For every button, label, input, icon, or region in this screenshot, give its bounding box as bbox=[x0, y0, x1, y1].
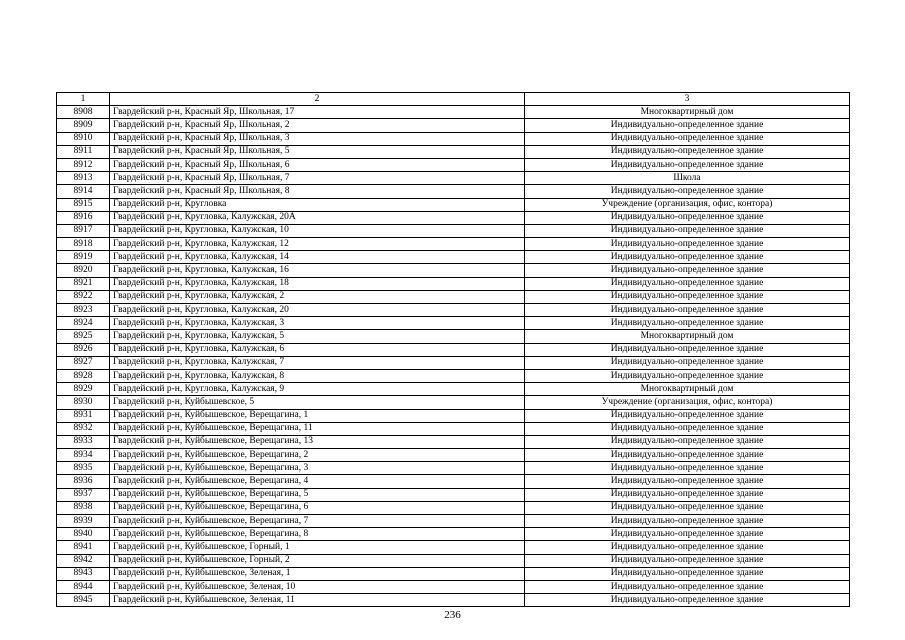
table-row bbox=[57, 580, 850, 593]
address-cell: Гвардейский р-н, Красный Яр, Школьная, 7 bbox=[110, 172, 525, 185]
building-type-cell: Индивидуально-определенное здание bbox=[525, 145, 850, 158]
row-number: 8911 bbox=[57, 145, 110, 158]
address-cell: Гвардейский р-н, Кругловка, Калужская, 10 bbox=[110, 224, 525, 237]
row-number: 8924 bbox=[57, 317, 110, 330]
building-type-cell: Учреждение (организация, офис, контора) bbox=[525, 198, 850, 211]
table-row bbox=[57, 224, 850, 237]
building-type-cell: Индивидуально-определенное здание bbox=[525, 290, 850, 303]
address-cell: Гвардейский р-н, Красный Яр, Школьная, 17 bbox=[110, 106, 525, 119]
table-row bbox=[57, 567, 850, 580]
building-type-cell: Индивидуально-определенное здание bbox=[525, 238, 850, 251]
address-cell: Гвардейский р-н, Красный Яр, Школьная, 6 bbox=[110, 158, 525, 171]
address-cell: Гвардейский р-н, Кругловка, Калужская, 18 bbox=[110, 277, 525, 290]
address-cell: Гвардейский р-н, Куйбышевское, Верещагина, 5 bbox=[110, 488, 525, 501]
table-row bbox=[57, 145, 850, 158]
table-row bbox=[57, 317, 850, 330]
table-row bbox=[57, 172, 850, 185]
building-type-cell: Индивидуально-определенное здание bbox=[525, 264, 850, 277]
address-cell: Гвардейский р-н, Кругловка, Калужская, 9 bbox=[110, 383, 525, 396]
address-cell: Гвардейский р-н, Красный Яр, Школьная, 8 bbox=[110, 185, 525, 198]
row-number: 8945 bbox=[57, 594, 110, 607]
table-row bbox=[57, 290, 850, 303]
address-cell: Гвардейский р-н, Куйбышевское, Верещагина, 3 bbox=[110, 462, 525, 475]
row-number: 8931 bbox=[57, 409, 110, 422]
row-number: 8930 bbox=[57, 396, 110, 409]
address-cell: Гвардейский р-н, Куйбышевское, Верещагина, 1 bbox=[110, 409, 525, 422]
address-cell: Гвардейский р-н, Кругловка, Калужская, 2 bbox=[110, 290, 525, 303]
building-type-cell: Индивидуально-определенное здание bbox=[525, 580, 850, 593]
building-type-cell: Индивидуально-определенное здание bbox=[525, 449, 850, 462]
building-type-cell: Индивидуально-определенное здание bbox=[525, 119, 850, 132]
address-cell: Гвардейский р-н, Кругловка, Калужская, 12 bbox=[110, 238, 525, 251]
address-cell: Гвардейский р-н, Кругловка, Калужская, 20А bbox=[110, 211, 525, 224]
building-type-cell: Многоквартирный дом bbox=[525, 383, 850, 396]
building-type-cell: Индивидуально-определенное здание bbox=[525, 158, 850, 171]
address-cell: Гвардейский р-н, Куйбышевское, Верещагина, 13 bbox=[110, 435, 525, 448]
column-header-1: 1 bbox=[57, 93, 110, 106]
row-number: 8936 bbox=[57, 475, 110, 488]
table-row bbox=[57, 211, 850, 224]
table-row bbox=[57, 396, 850, 409]
table-row bbox=[57, 251, 850, 264]
row-number: 8934 bbox=[57, 449, 110, 462]
building-type-cell: Индивидуально-определенное здание bbox=[525, 435, 850, 448]
row-number: 8925 bbox=[57, 330, 110, 343]
address-cell: Гвардейский р-н, Куйбышевское, Зеленая, 11 bbox=[110, 594, 525, 607]
column-header-2: 2 bbox=[110, 93, 525, 106]
address-cell: Гвардейский р-н, Кругловка, Калужская, 16 bbox=[110, 264, 525, 277]
address-cell: Гвардейский р-н, Кругловка, Калужская, 3 bbox=[110, 317, 525, 330]
table-row bbox=[57, 501, 850, 514]
address-cell: Гвардейский р-н, Куйбышевское, 5 bbox=[110, 396, 525, 409]
page-number: 236 bbox=[444, 609, 461, 621]
building-type-cell: Индивидуально-определенное здание bbox=[525, 251, 850, 264]
row-number: 8910 bbox=[57, 132, 110, 145]
building-type-cell: Индивидуально-определенное здание bbox=[525, 501, 850, 514]
property-register-table bbox=[56, 92, 850, 607]
building-type-cell: Индивидуально-определенное здание bbox=[525, 211, 850, 224]
row-number: 8939 bbox=[57, 515, 110, 528]
building-type-cell: Индивидуально-определенное здание bbox=[525, 567, 850, 580]
row-number: 8913 bbox=[57, 172, 110, 185]
table-row bbox=[57, 264, 850, 277]
row-number: 8918 bbox=[57, 238, 110, 251]
row-number: 8916 bbox=[57, 211, 110, 224]
row-number: 8915 bbox=[57, 198, 110, 211]
table-row bbox=[57, 158, 850, 171]
row-number: 8937 bbox=[57, 488, 110, 501]
address-cell: Гвардейский р-н, Кругловка bbox=[110, 198, 525, 211]
address-cell: Гвардейский р-н, Куйбышевское, Верещагина, 11 bbox=[110, 422, 525, 435]
building-type-cell: Индивидуально-определенное здание bbox=[525, 594, 850, 607]
table-row bbox=[57, 541, 850, 554]
table-row bbox=[57, 488, 850, 501]
table-body bbox=[57, 106, 850, 607]
table-row bbox=[57, 383, 850, 396]
address-cell: Гвардейский р-н, Красный Яр, Школьная, 2 bbox=[110, 119, 525, 132]
table-row bbox=[57, 198, 850, 211]
building-type-cell: Индивидуально-определенное здание bbox=[525, 304, 850, 317]
building-type-cell: Индивидуально-определенное здание bbox=[525, 343, 850, 356]
table-row bbox=[57, 343, 850, 356]
row-number: 8920 bbox=[57, 264, 110, 277]
building-type-cell: Индивидуально-определенное здание bbox=[525, 541, 850, 554]
address-cell: Гвардейский р-н, Красный Яр, Школьная, 5 bbox=[110, 145, 525, 158]
row-number: 8926 bbox=[57, 343, 110, 356]
address-cell: Гвардейский р-н, Кругловка, Калужская, 20 bbox=[110, 304, 525, 317]
row-number: 8914 bbox=[57, 185, 110, 198]
row-number: 8940 bbox=[57, 528, 110, 541]
row-number: 8917 bbox=[57, 224, 110, 237]
building-type-cell: Индивидуально-определенное здание bbox=[525, 409, 850, 422]
row-number: 8919 bbox=[57, 251, 110, 264]
building-type-cell: Индивидуально-определенное здание bbox=[525, 554, 850, 567]
row-number: 8929 bbox=[57, 383, 110, 396]
row-number: 8935 bbox=[57, 462, 110, 475]
table-row bbox=[57, 528, 850, 541]
row-number: 8922 bbox=[57, 290, 110, 303]
row-number: 8908 bbox=[57, 106, 110, 119]
building-type-cell: Индивидуально-определенное здание bbox=[525, 462, 850, 475]
row-number: 8941 bbox=[57, 541, 110, 554]
building-type-cell: Индивидуально-определенное здание bbox=[525, 369, 850, 382]
address-cell: Гвардейский р-н, Красный Яр, Школьная, 3 bbox=[110, 132, 525, 145]
address-cell: Гвардейский р-н, Кругловка, Калужская, 14 bbox=[110, 251, 525, 264]
table-row bbox=[57, 132, 850, 145]
table-row bbox=[57, 106, 850, 119]
building-type-cell: Индивидуально-определенное здание bbox=[525, 132, 850, 145]
address-cell: Гвардейский р-н, Куйбышевское, Верещагина, 8 bbox=[110, 528, 525, 541]
row-number: 8933 bbox=[57, 435, 110, 448]
table-row bbox=[57, 475, 850, 488]
building-type-cell: Индивидуально-определенное здание bbox=[525, 185, 850, 198]
table-row bbox=[57, 462, 850, 475]
row-number: 8944 bbox=[57, 580, 110, 593]
table-row bbox=[57, 449, 850, 462]
building-type-cell: Индивидуально-определенное здание bbox=[525, 277, 850, 290]
building-type-cell: Индивидуально-определенное здание bbox=[525, 317, 850, 330]
building-type-cell: Индивидуально-определенное здание bbox=[525, 475, 850, 488]
table-row bbox=[57, 277, 850, 290]
building-type-cell: Индивидуально-определенное здание bbox=[525, 422, 850, 435]
address-cell: Гвардейский р-н, Куйбышевское, Горный, 1 bbox=[110, 541, 525, 554]
row-number: 8942 bbox=[57, 554, 110, 567]
table-row bbox=[57, 119, 850, 132]
table-row bbox=[57, 515, 850, 528]
address-cell: Гвардейский р-н, Куйбышевское, Верещагина, 4 bbox=[110, 475, 525, 488]
building-type-cell: Индивидуально-определенное здание bbox=[525, 356, 850, 369]
building-type-cell: Индивидуально-определенное здание bbox=[525, 224, 850, 237]
building-type-cell: Многоквартирный дом bbox=[525, 330, 850, 343]
table-row bbox=[57, 330, 850, 343]
row-number: 8923 bbox=[57, 304, 110, 317]
address-cell: Гвардейский р-н, Куйбышевское, Верещагина, 2 bbox=[110, 449, 525, 462]
row-number: 8912 bbox=[57, 158, 110, 171]
column-number-header-row bbox=[57, 93, 850, 106]
column-header-3: 3 bbox=[525, 93, 850, 106]
address-cell: Гвардейский р-н, Куйбышевское, Зеленая, 10 bbox=[110, 580, 525, 593]
building-type-cell: Многоквартирный дом bbox=[525, 106, 850, 119]
address-cell: Гвардейский р-н, Кругловка, Калужская, 7 bbox=[110, 356, 525, 369]
table-row bbox=[57, 554, 850, 567]
address-cell: Гвардейский р-н, Кругловка, Калужская, 6 bbox=[110, 343, 525, 356]
building-type-cell: Школа bbox=[525, 172, 850, 185]
table-row bbox=[57, 369, 850, 382]
table-row bbox=[57, 304, 850, 317]
row-number: 8932 bbox=[57, 422, 110, 435]
building-type-cell: Учреждение (организация, офис, контора) bbox=[525, 396, 850, 409]
address-cell: Гвардейский р-н, Кругловка, Калужская, 5 bbox=[110, 330, 525, 343]
address-cell: Гвардейский р-н, Куйбышевское, Верещагина, 6 bbox=[110, 501, 525, 514]
address-cell: Гвардейский р-н, Куйбышевское, Зеленая, 1 bbox=[110, 567, 525, 580]
table-row bbox=[57, 356, 850, 369]
table-row bbox=[57, 238, 850, 251]
row-number: 8921 bbox=[57, 277, 110, 290]
row-number: 8927 bbox=[57, 356, 110, 369]
table-row bbox=[57, 422, 850, 435]
table-row bbox=[57, 435, 850, 448]
address-cell: Гвардейский р-н, Кругловка, Калужская, 8 bbox=[110, 369, 525, 382]
address-cell: Гвардейский р-н, Куйбышевское, Горный, 2 bbox=[110, 554, 525, 567]
row-number: 8928 bbox=[57, 369, 110, 382]
table-row bbox=[57, 185, 850, 198]
address-cell: Гвардейский р-н, Куйбышевское, Верещагина, 7 bbox=[110, 515, 525, 528]
row-number: 8909 bbox=[57, 119, 110, 132]
building-type-cell: Индивидуально-определенное здание bbox=[525, 528, 850, 541]
table-row bbox=[57, 409, 850, 422]
row-number: 8943 bbox=[57, 567, 110, 580]
building-type-cell: Индивидуально-определенное здание bbox=[525, 515, 850, 528]
row-number: 8938 bbox=[57, 501, 110, 514]
building-type-cell: Индивидуально-определенное здание bbox=[525, 488, 850, 501]
table-row bbox=[57, 594, 850, 607]
